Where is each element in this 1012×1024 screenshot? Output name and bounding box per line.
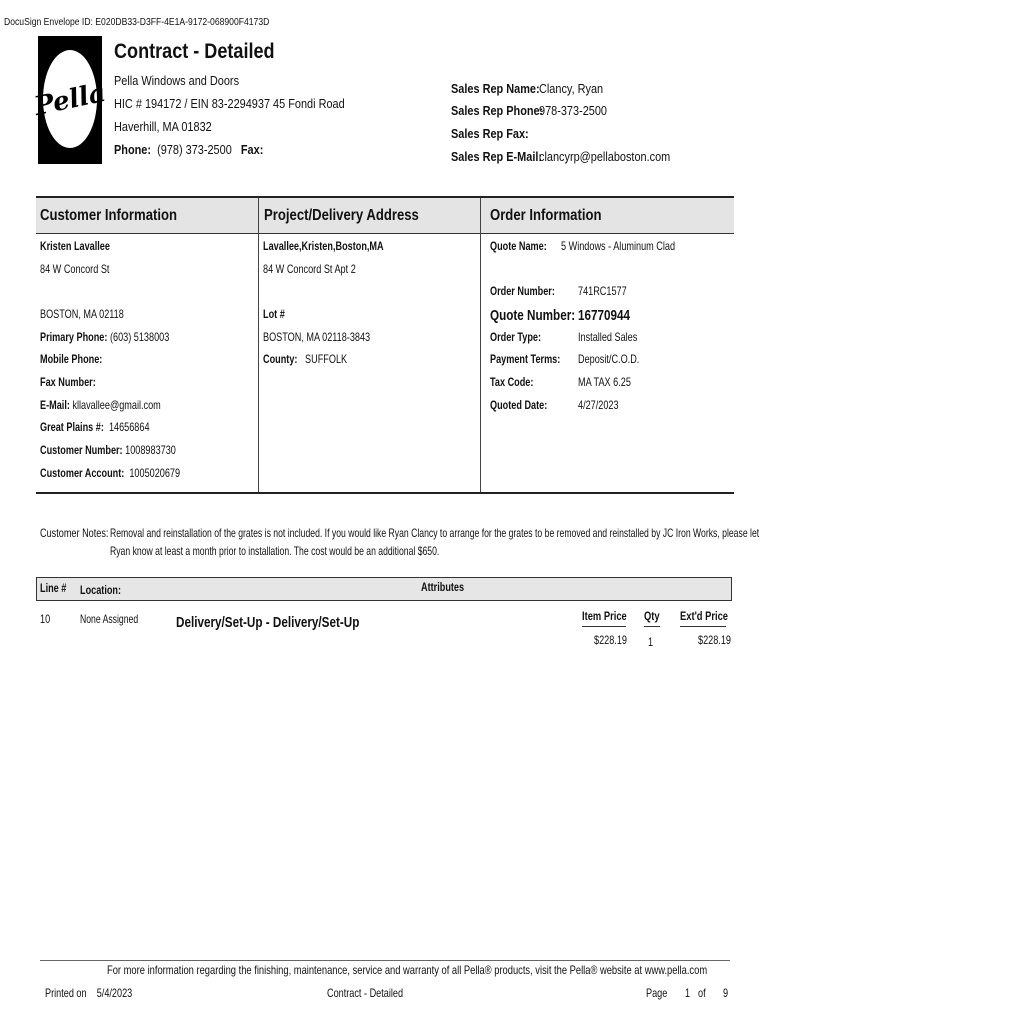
footer-info: For more information regarding the finishing, maintenance, service and warranty of all Pella® products, visit the Pella® website at www.pella.com bbox=[107, 963, 708, 977]
order-type-label: Order Type: bbox=[490, 330, 542, 344]
sales-rep-name-label: Sales Rep Name: bbox=[451, 81, 540, 96]
underline bbox=[644, 626, 660, 627]
item-price: $228.19 bbox=[594, 633, 627, 647]
customer-mobile-label: Mobile Phone: bbox=[40, 352, 103, 366]
customer-street: 84 W Concord St bbox=[40, 262, 110, 276]
tax-code-label: Tax Code: bbox=[490, 375, 534, 389]
customer-info-title: Customer Information bbox=[40, 207, 178, 224]
customer-primary-phone: Primary Phone: (603) 5138003 bbox=[40, 330, 170, 344]
ext-price-label: Ext'd Price bbox=[680, 609, 729, 623]
item-price-label: Item Price bbox=[582, 609, 627, 623]
divider bbox=[258, 198, 259, 492]
project-city: BOSTON, MA 02118-3843 bbox=[263, 330, 371, 344]
customer-notes-line1: Removal and reinstallation of the grates is not included. If you would like Ryan Clancy to arrange for the grates to be removed and reinstalled by JC Iron Works, please let bbox=[110, 526, 760, 540]
quoted-date-label: Quoted Date: bbox=[490, 398, 548, 412]
sales-rep-email-label: Sales Rep E-Mail: bbox=[451, 149, 543, 164]
footer-printed: Printed on 5/4/2023 bbox=[45, 986, 133, 1000]
footer-total-pages: 9 bbox=[723, 986, 729, 1000]
sales-rep-phone: 978-373-2500 bbox=[539, 103, 608, 118]
sales-rep-email: clancyrp@pellaboston.com bbox=[539, 149, 671, 164]
footer-doc-name: Contract - Detailed bbox=[327, 986, 404, 1000]
pella-logo bbox=[31, 36, 109, 164]
underline bbox=[680, 626, 726, 627]
customer-city: BOSTON, MA 02118 bbox=[40, 307, 124, 321]
payment-terms: Deposit/C.O.D. bbox=[578, 352, 640, 366]
project-address-title: Project/Delivery Address bbox=[264, 207, 419, 224]
sales-rep-name: Clancy, Ryan bbox=[539, 81, 604, 96]
footer-of-label: of bbox=[698, 986, 706, 1000]
underline bbox=[582, 626, 626, 627]
item-location: None Assigned bbox=[80, 612, 139, 626]
col-line: Line # bbox=[40, 581, 67, 595]
company-phone: Phone: (978) 373-2500 Fax: bbox=[114, 142, 264, 157]
sales-rep-phone-label: Sales Rep Phone: bbox=[451, 103, 544, 118]
company-name: Pella Windows and Doors bbox=[114, 73, 240, 88]
customer-account: Customer Account: 1005020679 bbox=[40, 466, 181, 480]
project-name: Lavallee,Kristen,Boston,MA bbox=[263, 239, 384, 253]
quote-name: 5 Windows - Aluminum Clad bbox=[561, 239, 676, 253]
customer-fax-label: Fax Number: bbox=[40, 375, 96, 389]
quote-name-label: Quote Name: bbox=[490, 239, 547, 253]
items-header bbox=[36, 577, 732, 601]
quoted-date: 4/27/2023 bbox=[578, 398, 619, 412]
company-license: HIC # 194172 / EIN 83-2294937 45 Fondi Road bbox=[114, 96, 345, 111]
order-number: 741RC1577 bbox=[578, 284, 627, 298]
order-type: Installed Sales bbox=[578, 330, 638, 344]
customer-name: Kristen Lavallee bbox=[40, 239, 110, 253]
customer-email: E-Mail: kllavallee@gmail.com bbox=[40, 398, 161, 412]
qty-label: Qty bbox=[644, 609, 660, 623]
footer-rule bbox=[40, 960, 730, 961]
col-location: Location: bbox=[80, 583, 122, 597]
payment-terms-label: Payment Terms: bbox=[490, 352, 561, 366]
envelope-id: DocuSign Envelope ID: E020DB33-D3FF-4E1A-9172-068900F4173D bbox=[4, 17, 270, 28]
order-number-label: Order Number: bbox=[490, 284, 555, 298]
footer-page-label: Page bbox=[646, 986, 668, 1000]
project-county: County: SUFFOLK bbox=[263, 352, 348, 366]
sales-rep-fax-label: Sales Rep Fax: bbox=[451, 126, 529, 141]
project-street: 84 W Concord St Apt 2 bbox=[263, 262, 356, 276]
project-lot-label: Lot # bbox=[263, 307, 285, 321]
item-description: Delivery/Set-Up - Delivery/Set-Up bbox=[176, 614, 360, 631]
logo-text: Pella bbox=[31, 77, 109, 123]
item-ext-price: $228.19 bbox=[698, 633, 731, 647]
order-info-title: Order Information bbox=[490, 207, 602, 224]
customer-notes-line2: Ryan know at least a month prior to installation. The cost would be an additional $650. bbox=[110, 544, 440, 558]
item-line: 10 bbox=[40, 612, 51, 626]
quote-number-label: Quote Number: bbox=[490, 307, 576, 324]
quote-number: 16770944 bbox=[578, 307, 631, 324]
page-title: Contract - Detailed bbox=[114, 40, 275, 63]
customer-great-plains: Great Plains #: 14656864 bbox=[40, 420, 150, 434]
footer-page-number: 1 bbox=[685, 986, 691, 1000]
customer-notes-label: Customer Notes: bbox=[40, 526, 109, 540]
item-qty: 1 bbox=[648, 635, 654, 649]
customer-number: Customer Number: 1008983730 bbox=[40, 443, 176, 457]
col-attributes: Attributes bbox=[421, 580, 465, 594]
company-city: Haverhill, MA 01832 bbox=[114, 119, 212, 134]
tax-code: MA TAX 6.25 bbox=[578, 375, 631, 389]
divider bbox=[480, 198, 481, 492]
